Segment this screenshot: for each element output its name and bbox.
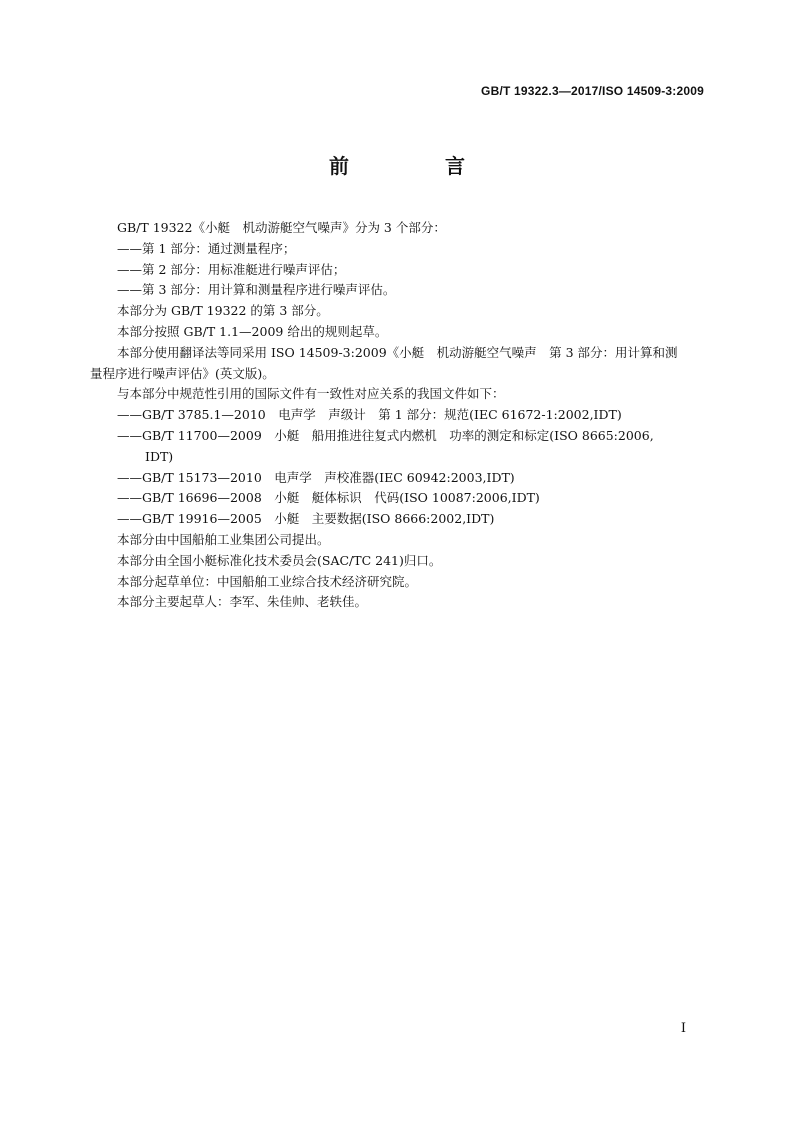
paragraph-drafters: 本部分主要起草人：李军、朱佳帅、老轶佳。: [117, 594, 368, 610]
paragraph-adoption: 本部分使用翻译法等同采用 ISO 14509-3:2009《小艇 机动游艇空气噪声 第 3 部分：用计算和测: [117, 344, 678, 360]
page-title: 前 言: [329, 154, 503, 178]
list-item-ref4: ——GB/T 16696—2008 小艇 艇体标识 代码(ISO 10087:2006,IDT): [117, 490, 540, 506]
list-item-part2: ——第 2 部分：用标准艇进行噪声评估；: [117, 261, 346, 277]
paragraph-drafting-unit: 本部分起草单位：中国船舶工业综合技术经济研究院。: [117, 573, 418, 589]
page-number: I: [680, 1021, 686, 1036]
list-item-ref5: ——GB/T 19916—2005 小艇 主要数据(ISO 8666:2002,IDT): [117, 511, 495, 527]
list-item-ref1: ——GB/T 3785.1—2010 电声学 声级计 第 1 部分：规范(IEC 61672-1:2002,IDT): [117, 407, 622, 423]
list-item-ref3: ——GB/T 15173—2010 电声学 声校准器(IEC 60942:2003,IDT): [117, 469, 515, 485]
standard-code-header: GB/T 19322.3—2017/ISO 14509-3:2009: [481, 84, 704, 98]
paragraph-adoption-cont: 量程序进行噪声评估》(英文版)。: [90, 365, 275, 381]
foreword-body: [90, 218, 704, 613]
list-item-ref2-cont: IDT): [145, 448, 174, 464]
paragraph-references-intro: 与本部分中规范性引用的国际文件有一致性对应关系的我国文件如下：: [117, 386, 505, 402]
paragraph-committee: 本部分由全国小艇标准化技术委员会(SAC/TC 241)归口。: [117, 552, 442, 568]
paragraph-intro: GB/T 19322《小艇 机动游艇空气噪声》分为 3 个部分：: [117, 220, 446, 235]
paragraph-proposer: 本部分由中国船舶工业集团公司提出。: [117, 531, 330, 547]
paragraph-scope: 本部分为 GB/T 19322 的第 3 部分。: [117, 303, 329, 319]
list-item-ref2: ——GB/T 11700—2009 小艇 船用推进往复式内燃机 功率的测定和标定(ISO 8665:2006,: [117, 427, 654, 443]
paragraph-drafting-rules: 本部分按照 GB/T 1.1—2009 给出的规则起草。: [117, 323, 388, 339]
list-item-part1: ——第 1 部分：通过测量程序；: [117, 240, 296, 256]
list-item-part3: ——第 3 部分：用计算和测量程序进行噪声评估。: [117, 282, 396, 298]
